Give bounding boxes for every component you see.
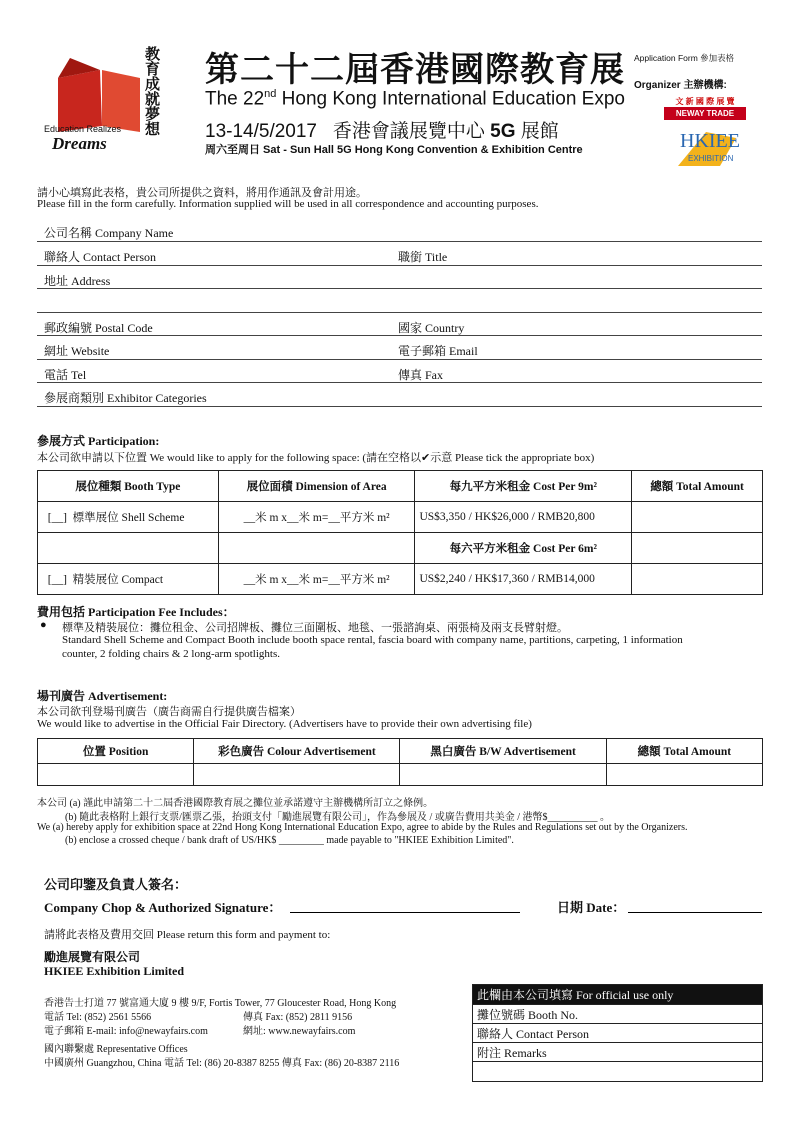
agreement-zh-a: 本公司 (a) 謹此申請第二十二屆香港國際教育展之攤位並承諾遵守主辦機構所訂立之條例。 [37, 798, 434, 809]
advert-table [37, 738, 763, 786]
participation-subtitle: 本公司欲申請以下位置 We would like to apply for the following space: (請在空格以✔示意 Please tick the appropriate box) [37, 452, 595, 464]
return-fax: 傳真 Fax: (852) 2811 9156 [243, 1012, 353, 1023]
col-colour: 彩色廣告 Colour Advertisement [194, 739, 400, 764]
col-ad-total: 總額 Total Amount [606, 739, 762, 764]
participation-header-row [38, 471, 763, 502]
bullet-icon: ● [40, 619, 47, 631]
shell-scheme-row [38, 502, 763, 533]
participation-title: 參展方式 Participation: [37, 434, 160, 448]
ad-colour-cell[interactable] [194, 764, 400, 786]
return-company-zh: 勵進展覽有限公司 [44, 950, 141, 964]
tel-fax-field[interactable] [37, 382, 762, 383]
compact-dimension-cell[interactable]: __米 m x__米 m=__平方米 m² [218, 564, 415, 595]
expo-title-en: The 22nd Hong Kong International Education Expo [205, 88, 625, 110]
expo-subline: 周六至周日 Sat - Sun Hall 5G Hong Kong Convention & Exhibition Centre [205, 144, 583, 156]
compact-total-cell[interactable] [632, 564, 763, 595]
expo-title-zh: 第二十二屆香港國際教育展 [205, 51, 625, 89]
signature-label-zh: 公司印鑒及負責人簽名： [44, 877, 188, 892]
compact-cell[interactable]: [__] 精裝展位 Compact [38, 564, 219, 595]
advert-entry-row [38, 764, 763, 786]
shell-total-cell[interactable] [632, 502, 763, 533]
return-address: 香港告士打道 77 號富通大廈 9 樓 9/F, Fortis Tower, 77 Gloucester Road, Hong Kong [44, 998, 397, 1009]
col-total: 總額 Total Amount [632, 471, 763, 502]
col-cost-6: 每六平方米租金 Cost Per 6m² [415, 533, 632, 564]
advert-en: We would like to advertise in the Official Fair Directory. (Advertisers have to provide their own advertising file) [37, 718, 532, 730]
official-blank-row [473, 1062, 763, 1082]
return-tel: 電話 Tel: (852) 2561 5566 [44, 1012, 152, 1023]
shell-dimension-cell[interactable]: __米 m x__米 m=__平方米 m² [218, 502, 415, 533]
ad-position-cell[interactable] [38, 764, 194, 786]
advert-zh: 本公司欲刊登場刊廣告（廣告商需自行提供廣告檔案） [37, 706, 301, 718]
official-contact: 聯絡人 Contact Person [473, 1024, 763, 1043]
rep-guangzhou: 中國廣州 Guangzhou, China 電話 Tel: (86) 20-8387 8255 傳真 Fax: (86) 20-8387 2116 [44, 1058, 400, 1069]
exhibitor-categories-label: 參展商類別 Exhibitor Categories [44, 391, 207, 405]
address-field-1[interactable] [37, 288, 762, 289]
contact-title-field[interactable] [37, 265, 762, 266]
official-use-header: 此欄由本公司填寫 For official use only [473, 985, 763, 1005]
application-form-label: Application Form 參加表格 [634, 53, 735, 63]
postal-code-label: 郵政編號 Postal Code [44, 321, 153, 335]
title-label: 職銜 Title [398, 250, 448, 264]
agreement-zh-b: (b) 隨此表格附上銀行支票/匯票乙張，抬頭支付「勵進展覽有限公司」，作為參展及 / 或廣告費用共美金 / 港幣$__________ 。 [65, 812, 610, 823]
expo-date-venue: 13-14/5/2017 香港會議展覽中心 5G 展館 [205, 121, 559, 142]
return-web: 網址: www.newayfairs.com [243, 1026, 356, 1037]
agreement-en-b: (b) enclose a crossed cheque / bank draft of US/HK$ _________ made payable to "HKIEE Exhibition Limited". [65, 835, 514, 846]
date-label: 日期 Date： [557, 900, 626, 915]
compact-checkbox[interactable]: [__] [47, 574, 67, 586]
hkiee-logo: HKIEE EXHIBITION [676, 128, 746, 168]
organizer-label: Organizer 主辦機構: [634, 80, 727, 91]
contact-person-label: 聯絡人 Contact Person [44, 250, 156, 264]
col-booth-type: 展位種類 Booth Type [38, 471, 219, 502]
return-instruction: 請將此表格及費用交回 Please return this form and payment to: [44, 929, 331, 941]
neway-logo: 文 新 國 際 展 覽 NEWAY TRADE FAIRS [664, 96, 746, 120]
fee-title: 費用包括 Participation Fee Includes： [37, 605, 235, 619]
return-email: 電子郵箱 E-mail: info@newayfairs.com [44, 1026, 208, 1037]
company-name-field[interactable] [37, 241, 762, 242]
signature-field[interactable] [290, 912, 520, 913]
cost6-header-row [38, 533, 763, 564]
slogan-en-1: Education Realizes [44, 124, 122, 134]
shell-cost-cell: US$3,350 / HK$26,000 / RMB20,800 [415, 502, 632, 533]
website-label: 網址 Website [44, 344, 110, 358]
return-company-en: HKIEE Exhibition Limited [44, 964, 185, 978]
signature-label-en: Company Chop & Authorized Signature： [44, 900, 282, 915]
shell-checkbox[interactable]: [__] [47, 512, 67, 524]
website-email-field[interactable] [37, 359, 762, 360]
address-label: 地址 Address [44, 274, 111, 288]
email-label: 電子郵箱 Email [398, 344, 478, 358]
ad-bw-cell[interactable] [400, 764, 606, 786]
fee-zh: 標準及精裝展位：攤位租金、公司招牌板、攤位三面圍板、地毯、一張諮詢桌、兩張椅及兩支長臂射燈。 [62, 622, 568, 634]
ad-total-cell[interactable] [606, 764, 762, 786]
intro-zh: 請小心填寫此表格，貴公司所提供之資料，將用作通訊及會計用途。 [37, 187, 367, 199]
official-booth-no: 攤位號碼 Booth No. [473, 1005, 763, 1024]
advert-header-row [38, 739, 763, 764]
rep-offices: 國內聯繫處 Representative Offices [44, 1044, 188, 1055]
compact-cost-cell: US$2,240 / HK$17,360 / RMB14,000 [415, 564, 632, 595]
fee-en-1: Standard Shell Scheme and Compact Booth include booth space rental, fascia board with company name, partitions, carpeting, 1 information [62, 634, 683, 646]
col-position: 位置 Position [38, 739, 194, 764]
slogan-zh: 教育成就夢想 [143, 46, 160, 136]
participation-table [37, 470, 763, 595]
country-label: 國家 Country [398, 321, 465, 335]
company-name-label: 公司名稱 Company Name [44, 226, 174, 240]
shell-scheme-cell[interactable]: [__] 標準展位 Shell Scheme [38, 502, 219, 533]
advert-title: 場刊廣告 Advertisement: [37, 689, 168, 703]
fee-en-2: counter, 2 folding chairs & 2 long-arm spotlights. [62, 648, 280, 660]
fax-label: 傳真 Fax [398, 368, 444, 382]
official-remarks: 附注 Remarks [473, 1043, 763, 1062]
slogan-en-2: Dreams [52, 134, 107, 153]
intro-en: Please fill in the form carefully. Information supplied will be used in all correspondence and accounting purposes. [37, 198, 539, 210]
col-cost-9: 每九平方米租金 Cost Per 9m² [415, 471, 632, 502]
col-bw: 黑白廣告 B/W Advertisement [400, 739, 606, 764]
postal-country-field[interactable] [37, 335, 762, 336]
agreement-en-a: We (a) hereby apply for exhibition space at 22nd Hong Kong International Education Expo, agree to abide by the Rules and Regulations set out by the Organizers. [37, 822, 688, 833]
address-field-2[interactable] [37, 312, 762, 313]
compact-row [38, 564, 763, 595]
official-use-table [472, 984, 763, 1082]
col-dimension: 展位面積 Dimension of Area [218, 471, 415, 502]
date-field[interactable] [628, 912, 762, 913]
tel-label: 電話 Tel [44, 368, 87, 382]
exhibitor-categories-field[interactable] [37, 406, 762, 407]
